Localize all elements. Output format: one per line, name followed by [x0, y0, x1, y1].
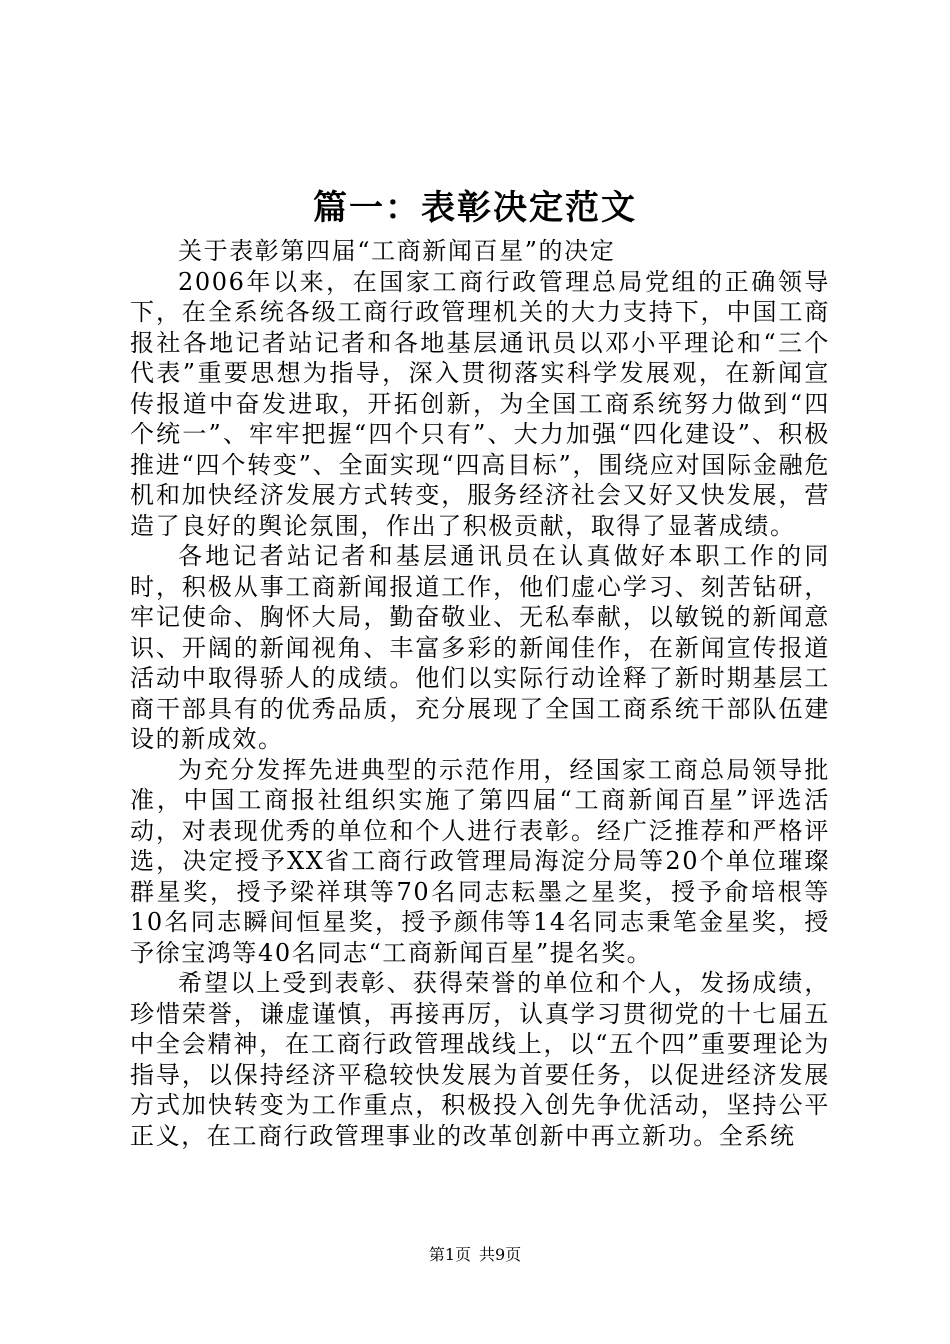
paragraph-4: 希望以上受到表彰、获得荣誉的单位和个人，发扬成绩，珍惜荣誉，谦虚谨慎，再接再厉，认真学习贯彻党的十七届五中全会精神，在工商行政管理战线上，以“五个四”重要理论为指导，以保持经济平稳较快发展为首要任务，以促进经济发展方式加快转变为工作重点，积极投入创先争优活动，坚持公平正义，在工商行政管理事业的改革创新中再立新功。全系统 [130, 969, 830, 1150]
document-subtitle: 关于表彰第四届“工商新闻百星”的决定 [178, 237, 616, 265]
paragraph-1: 2006年以来，在国家工商行政管理总局党组的正确领导下，在全系统各级工商行政管理机关的大力支持下，中国工商报社各地记者站记者和各地基层通讯员以邓小平理论和“三个代表”重要思想为指导，深入贯彻落实科学发展观，在新闻宣传报道中奋发进取，开拓创新，为全国工商系统努力做到“四个统一”、牢牢把握“四个只有”、大力加强“四化建设”、积极推进“四个转变”、全面实现“四高目标”，围绕应对国际金融危机和加快经济发展方式转变，服务经济社会又好又快发展，营造了良好的舆论氛围，作出了积极贡献，取得了显著成绩。 [130, 267, 830, 540]
page-total: 共9页 [479, 1245, 522, 1264]
document-title: 篇一：表彰决定范文 [313, 188, 637, 228]
document-body [130, 236, 830, 1151]
page-number: 第1页 [428, 1245, 471, 1264]
paragraph-3: 为充分发挥先进典型的示范作用，经国家工商总局领导批准，中国工商报社组织实施了第四届“工商新闻百星”评选活动，对表现优秀的单位和个人进行表彰。经广泛推荐和严格评选，决定授予XX省工商行政管理局海淀分局等20个单位璀璨群星奖，授予梁祥琪等70名同志耘墨之星奖，授予俞培根等10名同志瞬间恒星奖，授予颜伟等14名同志秉笔金星奖，授予徐宝鸿等40名同志“工商新闻百星”提名奖。 [130, 755, 830, 967]
paragraph-2: 各地记者站记者和基层通讯员在认真做好本职工作的同时，积极从事工商新闻报道工作，他们虚心学习、刻苦钻研，牢记使命、胸怀大局，勤奋敬业、无私奉献，以敏锐的新闻意识、开阔的新闻视角、丰富多彩的新闻佳作，在新闻宣传报道活动中取得骄人的成绩。他们以实际行动诠释了新时期基层工商干部具有的优秀品质，充分展现了全国工商系统干部队伍建设的新成效。 [130, 542, 830, 753]
page-footer [0, 1243, 950, 1267]
